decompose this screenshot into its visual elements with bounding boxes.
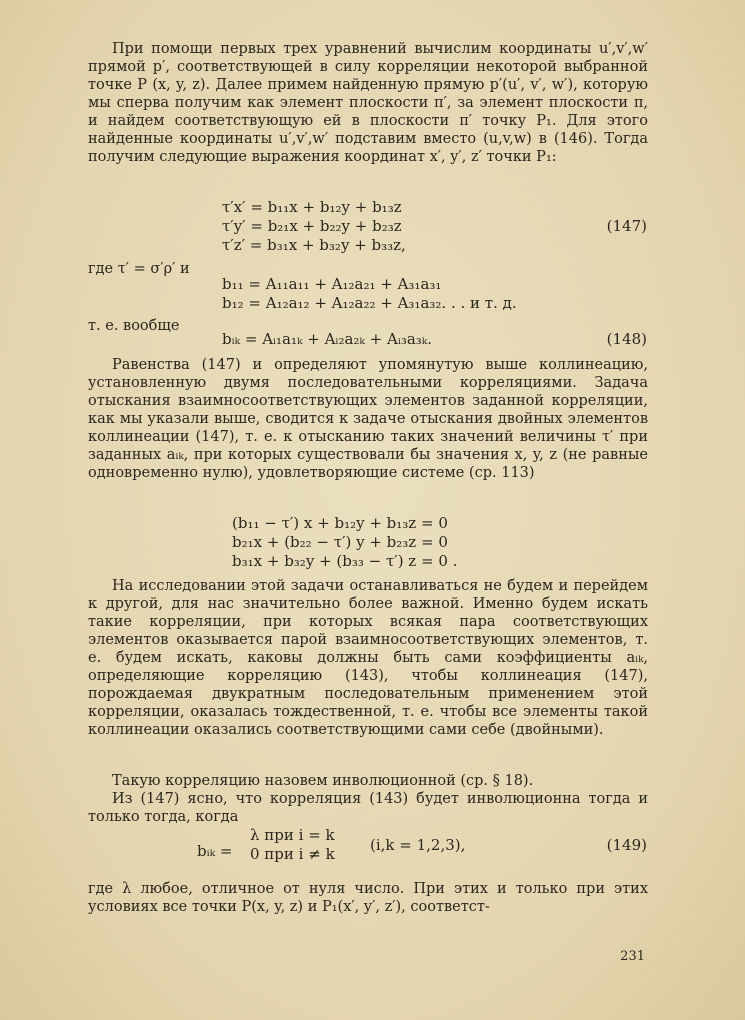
equation-148: bᵢₖ = Aᵢ₁a₁ₖ + Aᵢ₂a₂ₖ + Aᵢ₃a₃ₖ.	[222, 330, 433, 348]
paragraph-3: На исследовании этой задачи останавливаться не будем и перейдем к другой, для нас значительно более важной. Именно будем искать такие корреляции, при которых всякая пара соответствующих элементов оказывается парой взаимносоответствующих элементов, т. е. будем искать, каковы должны быть сами коэффициенты aᵢₖ, определяющие корреляцию (143), чтобы коллинеация (147), порождаемая двукратным последовательным применением этой корреляции, оказалась тождественной, т. е. чтобы все элементы такой коллинеации оказались соответствующими сами себе (двойными).	[88, 578, 648, 738]
equation-149-range: (i,k = 1,2,3),	[370, 836, 466, 854]
paragraph-5: Из (147) ясно, что корреляция (143) будет инволюционна тогда и только тогда, когда	[88, 791, 648, 825]
equation-149-case-1: λ при i = k	[250, 826, 335, 844]
equation-number-147: (147)	[606, 217, 647, 235]
equation-149-lhs: bᵢₖ =	[197, 842, 233, 860]
text-in-general: т. е. вообще	[88, 318, 180, 334]
paragraph-2: Равенства (147) и определяют упомянутую выше коллинеацию, установленную двумя последовательными корреляциями. Задача отыскания взаимносоответствующих элементов заданной корреляции, как мы указали выше, сводится к задаче отыскания двойных элементов коллинеации (147), т. е. к отысканию таких значений величины τ′ при заданных aᵢₖ, при которых существовали бы значения x, y, z (не равные одновременно нулю), удовлетворяющие системе (ср. 113)	[88, 357, 648, 481]
equation-147-line-2: τ′y′ = b₂₁x + b₂₂y + b₂₃z	[222, 217, 402, 235]
paragraph-6: где λ любое, отличное от нуля число. При этих и только при этих условиях все точки P(x, y, z) и P₁(x′, y′, z′), соответст-	[88, 881, 648, 915]
paragraph-4: Такую корреляцию назовем инволюционной (ср. § 18).	[112, 773, 534, 789]
equation-b11: b₁₁ = A₁₁a₁₁ + A₁₂a₂₁ + A₃₁a₃₁	[222, 275, 442, 293]
equation-number-148: (148)	[606, 330, 647, 348]
system-line-2: b₂₁x + (b₂₂ − τ′) y + b₂₃z = 0	[232, 533, 448, 551]
system-line-3: b₃₁x + b₃₂y + (b₃₃ − τ′) z = 0 .	[232, 552, 458, 570]
equation-149-case-2: 0 при i ≠ k	[250, 845, 335, 863]
equation-147-line-3: τ′z′ = b₃₁x + b₃₂y + b₃₃z,	[222, 236, 406, 254]
page-number: 231	[620, 949, 645, 964]
system-line-1: (b₁₁ − τ′) x + b₁₂y + b₁₃z = 0	[232, 514, 448, 532]
equation-147-line-1: τ′x′ = b₁₁x + b₁₂y + b₁₃z	[222, 198, 402, 216]
text-where-tau: где τ′ = σ′ρ′ и	[88, 261, 190, 277]
equation-number-149: (149)	[606, 836, 647, 854]
equation-b12: b₁₂ = A₁₂a₁₂ + A₁₂a₂₂ + A₃₁a₃₂. . . и т. д.	[222, 294, 517, 312]
paragraph-1: При помощи первых трех уравнений вычислим координаты u′,v′,w′ прямой p′, соответствующей в силу корреляции некоторой выбранной точке P (x, y, z). Далее примем найденную прямую p′(u′, v′, w′), которую мы сперва получим как элемент плоскости π′, за элемент плоскости π, и найдем соответствующую ей в плоскости π′ точку P₁. Для этого найденные координаты u′,v′,w′ подставим вместо (u,v,w) в (146). Тогда получим следующие выражения координат x′, y′, z′ точки P₁:	[88, 41, 648, 165]
